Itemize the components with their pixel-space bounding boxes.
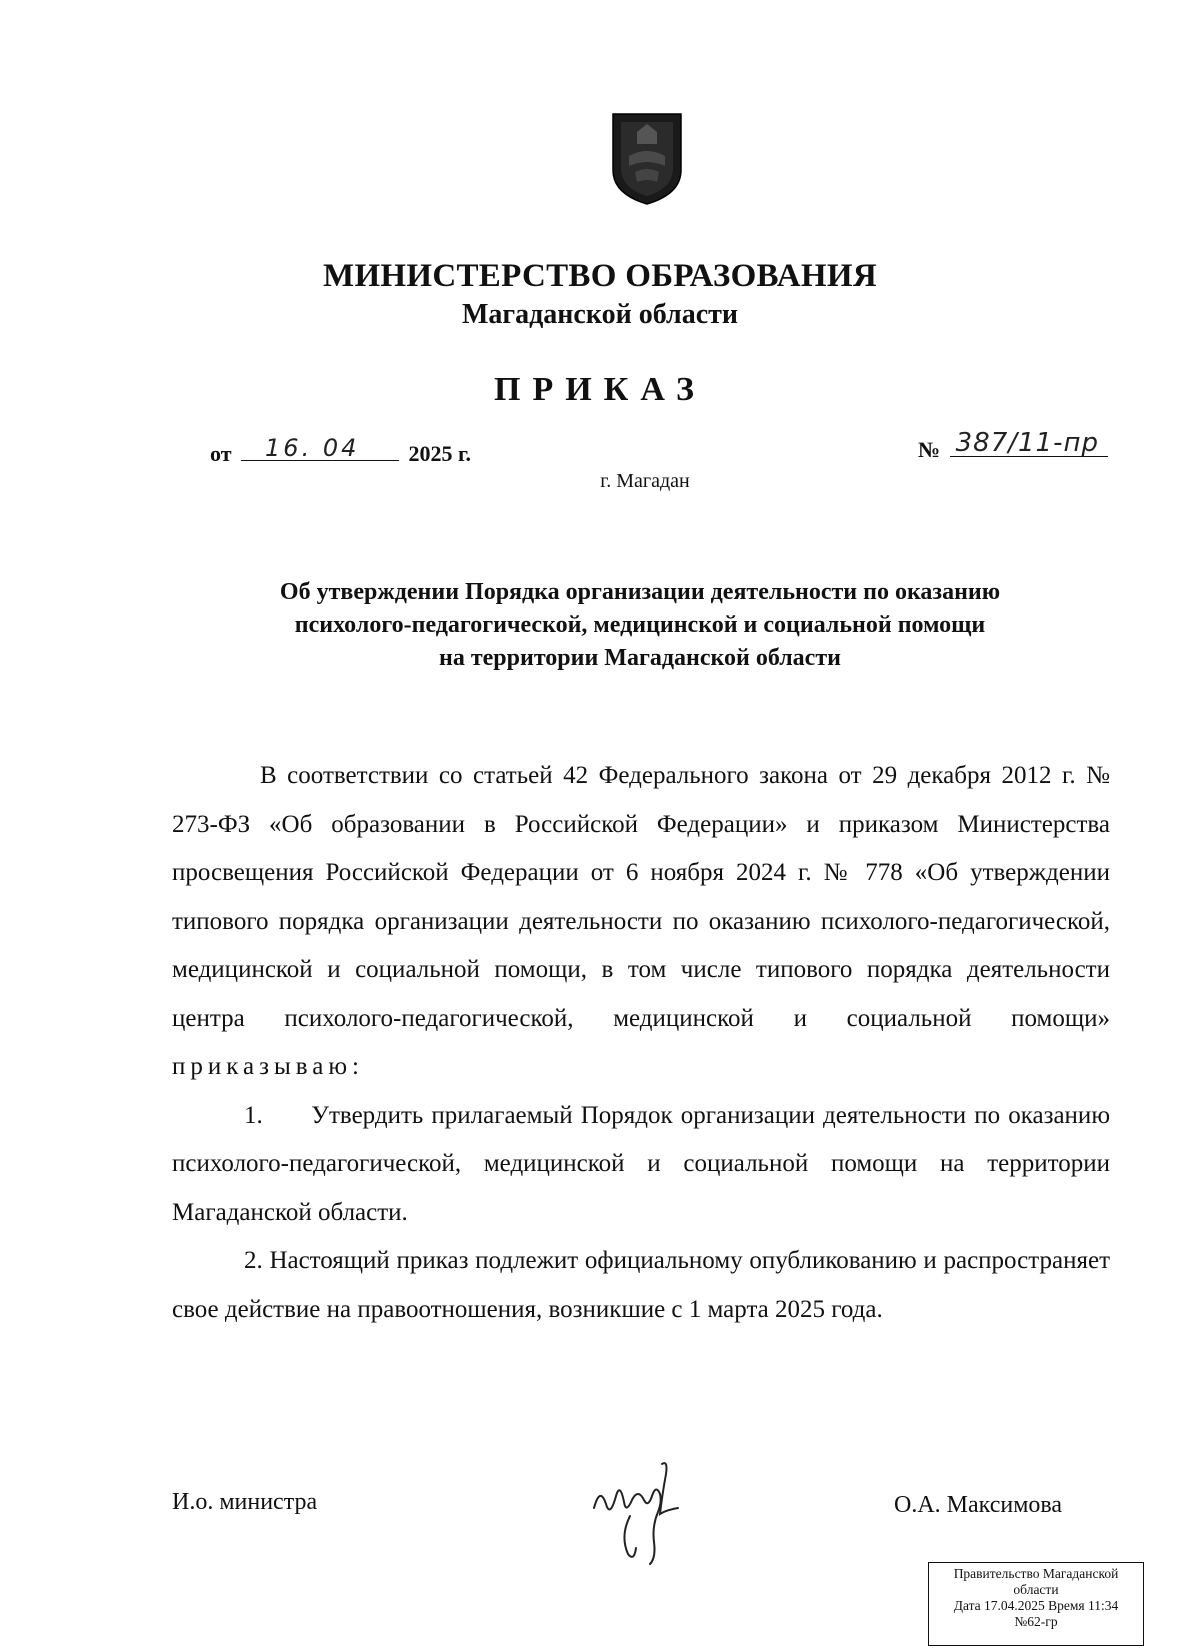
stamp-line: Дата 17.04.2025 Время 11:34 (953, 1598, 1119, 1613)
order-date (210, 434, 472, 468)
stamp-line: №62-гр (1014, 1614, 1058, 1629)
order-subject (180, 576, 1100, 675)
stamp-line: Правительство Магаданской (953, 1566, 1119, 1581)
item-number: 1. (244, 1101, 263, 1129)
preamble-text: В соответствии со статьей 42 Федерального закона от 29 декабря 2012 г. № 273-ФЗ «Об образовании в Российской Федерации» и приказом Министерства просвещения Российской Федерации от 6 ноября 2024 г. № 778 «Об утверждении типового порядка организации деятельности по оказанию психолого-педагогической, медицинской и социальной помощи, в том числе типового порядка деятельности центра психолого-педагогической, медицинской и социальной помощи» (172, 762, 1110, 1032)
date-handwritten: 16. 04 (265, 434, 360, 462)
date-suffix: 2025 г. (408, 441, 472, 466)
preamble-paragraph (172, 752, 1110, 1092)
order-number (918, 428, 1108, 465)
subject-line: Об утверждении Порядка организации деятельности по оказанию (279, 579, 1001, 605)
registration-stamp (928, 1562, 1144, 1646)
order-word: приказываю: (172, 1053, 364, 1080)
stamp-line: области (1013, 1582, 1059, 1597)
signer-name: О.А. Максимова (894, 1492, 1063, 1518)
date-prefix: от (210, 441, 232, 466)
document-type: ПРИКАЗ (494, 371, 706, 408)
number-prefix: № (918, 437, 941, 462)
coat-of-arms-icon (607, 110, 687, 206)
region-name: Магаданской области (461, 299, 739, 330)
item-text: Утвердить прилагаемый Порядок организации деятельности по оказанию психолого-педагогической, медицинской и социальной помощи на территории Магаданской области. (172, 1101, 1110, 1226)
number-field (950, 428, 1108, 458)
order-body (172, 752, 1110, 1334)
ministry-name: МИНИСТЕРСТВО ОБРАЗОВАНИЯ (323, 258, 877, 294)
number-handwritten: 387/11-пр (955, 428, 1099, 458)
item-text: Настоящий приказ подлежит официальному опубликованию и распространяет свое действие на правоотношения, возникшие с 1 марта 2025 года. (172, 1247, 1110, 1323)
order-item-2 (172, 1237, 1110, 1334)
date-field (241, 434, 399, 462)
subject-line: на территории Магаданской области (439, 645, 841, 671)
item-number: 2. (244, 1247, 263, 1274)
city: г. Магадан (600, 470, 690, 492)
signer-role: И.о. министра (172, 1489, 318, 1515)
subject-line: психолого-педагогической, медицинской и социальной помощи (294, 612, 986, 638)
order-item-1 (172, 1092, 1110, 1238)
handwritten-signature (590, 1456, 700, 1566)
